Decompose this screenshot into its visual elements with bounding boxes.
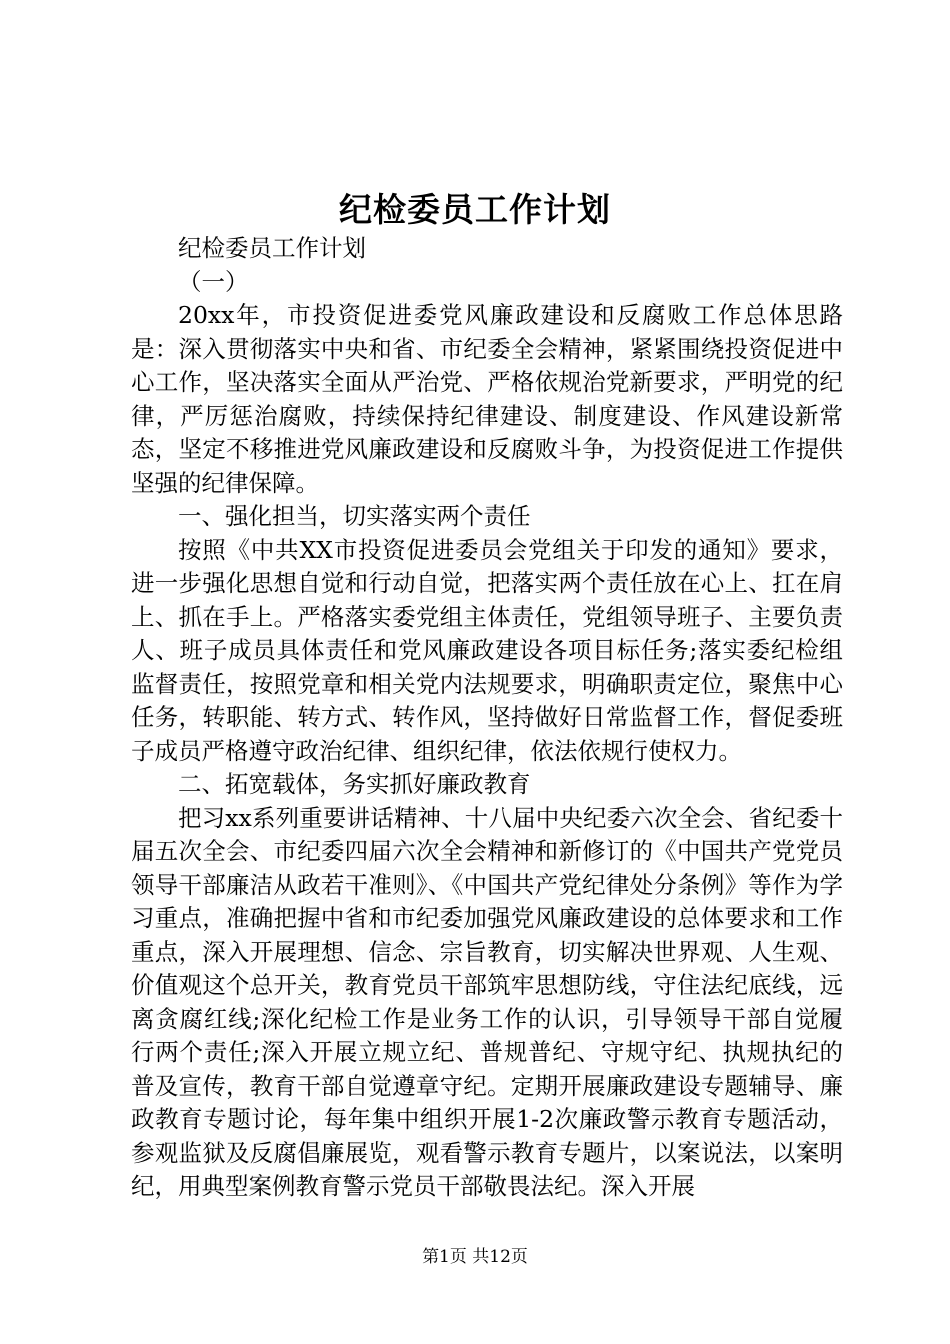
page-footer: 第1页 共12页 xyxy=(422,1247,528,1267)
paragraph-overview: 20xx年，市投资促进委党风廉政建设和反腐败工作总体思路是：深入贯彻落实中央和省、市纪委全会精神，紧紧围绕投资促进中心工作，坚决落实全面从严治党、严格依规治党新要求，严明党的纪律，严厉惩治腐败，持续保持纪律建设、制度建设、作风建设新常态，坚定不移推进党风廉政建设和反腐败斗争，为投资促进工作提供坚强的纪律保障。 xyxy=(131,301,843,497)
section-heading-2: 二、拓宽载体，务实抓好廉政教育 xyxy=(178,770,531,798)
paragraph-section-number: （一） xyxy=(178,267,249,296)
document-title: 纪检委员工作计划 xyxy=(339,190,611,229)
paragraph-subtitle: 纪检委员工作计划 xyxy=(178,234,366,262)
section-heading-1: 一、强化担当，切实落实两个责任 xyxy=(178,502,531,530)
paragraph-section-1: 按照《中共XX市投资促进委员会党组关于印发的通知》要求，进一步强化思想自觉和行动自觉，把落实两个责任放在心上、扛在肩上、抓在手上。严格落实委党组主体责任，党组领导班子、主要负责人、班子成员具体责任和党风廉政建设各项目标任务;落实委纪检组监督责任，按照党章和相关党内法规要求，明确职责定位，聚焦中心任务，转职能、转方式、转作风，坚持做好日常监督工作，督促委班子成员严格遵守政治纪律、组织纪律，依法依规行使权力。 xyxy=(131,535,843,765)
document-body xyxy=(131,232,843,1204)
paragraph-section-2: 把习xx系列重要讲话精神、十八届中央纪委六次全会、省纪委十届五次全会、市纪委四届六次全会精神和新修订的《中国共产党党员领导干部廉洁从政若干准则》、《中国共产党纪律处分条例》等作为学习重点，准确把握中省和市纪委加强党风廉政建设的总体要求和工作重点，深入开展理想、信念、宗旨教育，切实解决世界观、人生观、价值观这个总开关，教育党员干部筑牢思想防线，守住法纪底线，远离贪腐红线;深化纪检工作是业务工作的认识，引导领导干部自觉履行两个责任;深入开展立规立纪、普规普纪、守规守纪、执规执纪的普及宣传，教育干部自觉遵章守纪。定期开展廉政建设专题辅导、廉政教育专题讨论，每年集中组织开展1-2次廉政警示教育专题活动，参观监狱及反腐倡廉展览，观看警示教育专题片，以案说法，以案明纪，用典型案例教育警示党员干部敬畏法纪。深入开展 xyxy=(131,803,843,1200)
